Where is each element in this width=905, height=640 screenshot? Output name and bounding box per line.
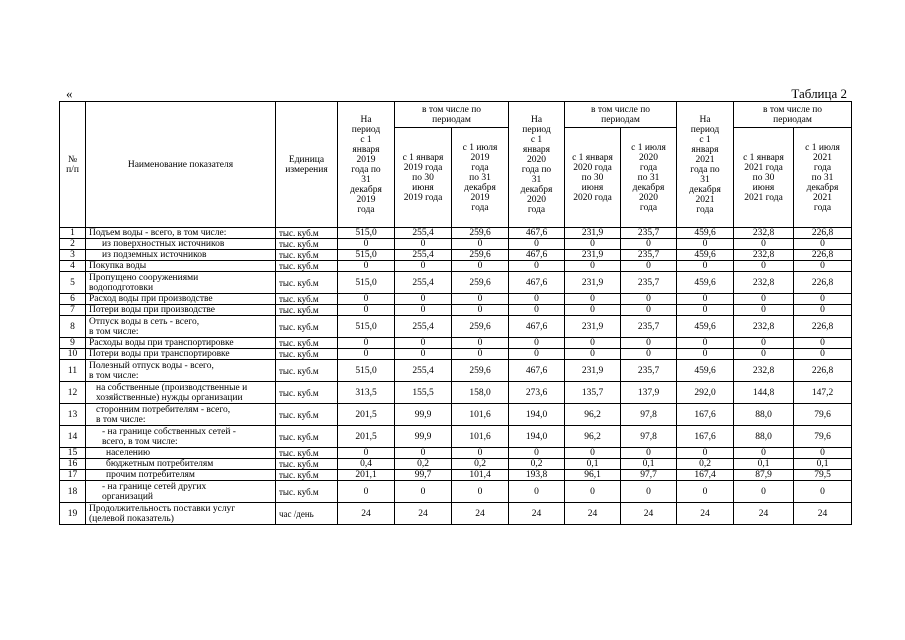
cell-value: 231,9	[565, 272, 621, 294]
cell-value: 226,8	[794, 250, 852, 261]
cell-unit: тыс. куб.м	[276, 470, 338, 481]
cell-unit: тыс. куб.м	[276, 349, 338, 360]
header-period-group: в том числе по периодам	[395, 102, 509, 128]
cell-value: 0	[338, 261, 395, 272]
table-row	[60, 426, 852, 448]
table-row	[60, 294, 852, 305]
cell-value: 79,6	[794, 426, 852, 448]
cell-value: 259,6	[452, 360, 509, 382]
cell-value: 24	[677, 503, 734, 525]
cell-value: 0	[794, 448, 852, 459]
cell-value: 0	[338, 448, 395, 459]
cell-value: 0	[395, 294, 452, 305]
cell-value: 88,0	[734, 426, 794, 448]
cell-value: 101,6	[452, 404, 509, 426]
cell-name: - на границе сетей других организаций	[86, 481, 276, 503]
cell-value: 24	[565, 503, 621, 525]
cell-unit: тыс. куб.м	[276, 305, 338, 316]
cell-value: 0	[509, 481, 565, 503]
cell-value: 0	[677, 349, 734, 360]
cell-value: 0	[677, 448, 734, 459]
table-row	[60, 459, 852, 470]
cell-unit: тыс. куб.м	[276, 448, 338, 459]
cell-value: 459,6	[677, 272, 734, 294]
opening-quote: «	[66, 86, 73, 101]
cell-value: 0	[509, 349, 565, 360]
cell-value: 0	[565, 239, 621, 250]
cell-value: 24	[338, 503, 395, 525]
cell-name: Отпуск воды в сеть - всего, в том числе:	[86, 316, 276, 338]
cell-value: 0	[734, 261, 794, 272]
header-subperiod-2: с 1 июля 2020 года по 31 декабря 2020 года	[621, 128, 677, 228]
cell-name: населению	[86, 448, 276, 459]
cell-unit: тыс. куб.м	[276, 481, 338, 503]
cell-value: 459,6	[677, 316, 734, 338]
cell-unit: час /день	[276, 503, 338, 525]
header-unit: Единица измерения	[276, 102, 338, 228]
cell-value: 255,4	[395, 228, 452, 239]
table-row	[60, 481, 852, 503]
cell-value: 0,2	[395, 459, 452, 470]
table-row	[60, 404, 852, 426]
cell-value: 24	[395, 503, 452, 525]
cell-name: Потери воды при производстве	[86, 305, 276, 316]
cell-value: 167,6	[677, 404, 734, 426]
cell-value: 232,8	[734, 228, 794, 239]
table-row	[60, 470, 852, 481]
cell-value: 0	[677, 481, 734, 503]
cell-num: 2	[60, 239, 86, 250]
cell-unit: тыс. куб.м	[276, 382, 338, 404]
table-row	[60, 239, 852, 250]
cell-value: 259,6	[452, 250, 509, 261]
cell-value: 0	[677, 305, 734, 316]
cell-value: 97,7	[621, 470, 677, 481]
cell-value: 0	[794, 338, 852, 349]
cell-num: 11	[60, 360, 86, 382]
header-name: Наименование показателя	[86, 102, 276, 228]
cell-num: 8	[60, 316, 86, 338]
cell-value: 0,4	[338, 459, 395, 470]
cell-unit: тыс. куб.м	[276, 239, 338, 250]
cell-value: 0	[395, 305, 452, 316]
cell-value: 0	[734, 481, 794, 503]
cell-value: 194,0	[509, 426, 565, 448]
cell-value: 0	[395, 338, 452, 349]
cell-value: 96,1	[565, 470, 621, 481]
cell-value: 0	[395, 239, 452, 250]
table-row	[60, 305, 852, 316]
cell-value: 0	[794, 239, 852, 250]
cell-value: 0	[565, 481, 621, 503]
cell-unit: тыс. куб.м	[276, 294, 338, 305]
cell-value: 0	[677, 294, 734, 305]
cell-value: 0	[452, 239, 509, 250]
cell-name: бюджетным потребителям	[86, 459, 276, 470]
table-row	[60, 261, 852, 272]
cell-value: 101,4	[452, 470, 509, 481]
cell-num: 6	[60, 294, 86, 305]
cell-value: 259,6	[452, 272, 509, 294]
header-subperiod-2: с 1 июля 2021 года по 31 декабря 2021 года	[794, 128, 852, 228]
cell-value: 0	[734, 305, 794, 316]
cell-value: 313,5	[338, 382, 395, 404]
cell-value: 231,9	[565, 250, 621, 261]
cell-value: 259,6	[452, 228, 509, 239]
cell-name: - на границе собственных сетей - всего, в том числе:	[86, 426, 276, 448]
cell-value: 0	[338, 294, 395, 305]
table-row	[60, 316, 852, 338]
cell-num: 9	[60, 338, 86, 349]
cell-value: 0	[338, 239, 395, 250]
cell-name: Подъем воды - всего, в том числе:	[86, 228, 276, 239]
cell-unit: тыс. куб.м	[276, 228, 338, 239]
cell-value: 167,4	[677, 470, 734, 481]
cell-value: 0	[734, 338, 794, 349]
cell-value: 515,0	[338, 272, 395, 294]
cell-value: 97,8	[621, 426, 677, 448]
cell-value: 97,8	[621, 404, 677, 426]
cell-num: 13	[60, 404, 86, 426]
cell-value: 226,8	[794, 228, 852, 239]
table-row	[60, 338, 852, 349]
cell-value: 515,0	[338, 316, 395, 338]
cell-value: 0	[621, 338, 677, 349]
cell-name: прочим потребителям	[86, 470, 276, 481]
cell-unit: тыс. куб.м	[276, 426, 338, 448]
cell-value: 0	[395, 349, 452, 360]
cell-num: 3	[60, 250, 86, 261]
table-row	[60, 382, 852, 404]
cell-value: 0	[734, 239, 794, 250]
cell-unit: тыс. куб.м	[276, 459, 338, 470]
cell-value: 0	[509, 338, 565, 349]
cell-num: 15	[60, 448, 86, 459]
cell-name: Расход воды при производстве	[86, 294, 276, 305]
cell-num: 12	[60, 382, 86, 404]
cell-name: Покупка воды	[86, 261, 276, 272]
cell-value: 0	[565, 448, 621, 459]
cell-name: сторонним потребителям - всего, в том числе:	[86, 404, 276, 426]
header-subperiod-1: с 1 января 2021 года по 30 июня 2021 года	[734, 128, 794, 228]
cell-value: 0	[621, 349, 677, 360]
cell-value: 194,0	[509, 404, 565, 426]
cell-value: 292,0	[677, 382, 734, 404]
cell-value: 201,5	[338, 404, 395, 426]
cell-num: 14	[60, 426, 86, 448]
cell-value: 231,9	[565, 316, 621, 338]
cell-value: 24	[794, 503, 852, 525]
cell-value: 147,2	[794, 382, 852, 404]
cell-value: 155,5	[395, 382, 452, 404]
cell-value: 226,8	[794, 360, 852, 382]
table-row	[60, 448, 852, 459]
cell-value: 0	[794, 305, 852, 316]
cell-value: 459,6	[677, 250, 734, 261]
cell-value: 144,8	[734, 382, 794, 404]
cell-value: 0	[565, 349, 621, 360]
cell-value: 515,0	[338, 360, 395, 382]
cell-value: 158,0	[452, 382, 509, 404]
cell-value: 0	[677, 239, 734, 250]
cell-value: 226,8	[794, 316, 852, 338]
cell-value: 137,9	[621, 382, 677, 404]
cell-value: 0	[509, 261, 565, 272]
cell-value: 232,8	[734, 272, 794, 294]
cell-value: 24	[621, 503, 677, 525]
cell-value: 0	[452, 481, 509, 503]
cell-num: 10	[60, 349, 86, 360]
cell-value: 0	[621, 294, 677, 305]
cell-value: 99,7	[395, 470, 452, 481]
header-num: № п/п	[60, 102, 86, 228]
cell-value: 226,8	[794, 272, 852, 294]
cell-value: 467,6	[509, 360, 565, 382]
cell-name: Потери воды при транспортировке	[86, 349, 276, 360]
cell-name: Продолжительность поставки услуг (целевой показатель)	[86, 503, 276, 525]
cell-value: 0,1	[794, 459, 852, 470]
cell-value: 24	[452, 503, 509, 525]
cell-value: 0	[621, 239, 677, 250]
cell-value: 467,6	[509, 250, 565, 261]
header-period-group: в том числе по периодам	[734, 102, 852, 128]
cell-value: 231,9	[565, 360, 621, 382]
cell-value: 201,1	[338, 470, 395, 481]
cell-num: 5	[60, 272, 86, 294]
table-row	[60, 272, 852, 294]
header-period-total: На период с 1 января 2021 года по 31 декабря 2021 года	[677, 102, 734, 228]
cell-value: 88,0	[734, 404, 794, 426]
cell-value: 0	[621, 481, 677, 503]
cell-value: 79,6	[794, 404, 852, 426]
cell-value: 0	[794, 349, 852, 360]
cell-unit: тыс. куб.м	[276, 272, 338, 294]
cell-value: 0	[677, 261, 734, 272]
cell-value: 255,4	[395, 272, 452, 294]
cell-value: 0	[395, 481, 452, 503]
cell-value: 0	[565, 305, 621, 316]
cell-unit: тыс. куб.м	[276, 360, 338, 382]
cell-unit: тыс. куб.м	[276, 316, 338, 338]
cell-value: 167,6	[677, 426, 734, 448]
cell-value: 0	[452, 294, 509, 305]
cell-unit: тыс. куб.м	[276, 338, 338, 349]
cell-value: 0	[338, 338, 395, 349]
cell-value: 0,1	[621, 459, 677, 470]
cell-value: 0,1	[565, 459, 621, 470]
table-row	[60, 228, 852, 239]
cell-name: из подземных источников	[86, 250, 276, 261]
cell-value: 96,2	[565, 426, 621, 448]
table-row	[60, 349, 852, 360]
cell-value: 0	[338, 349, 395, 360]
cell-value: 99,9	[395, 404, 452, 426]
cell-value: 0	[509, 448, 565, 459]
cell-value: 0,2	[452, 459, 509, 470]
cell-value: 235,7	[621, 360, 677, 382]
cell-value: 0	[338, 481, 395, 503]
cell-value: 87,9	[734, 470, 794, 481]
cell-value: 96,2	[565, 404, 621, 426]
cell-value: 0,2	[509, 459, 565, 470]
cell-value: 0	[677, 338, 734, 349]
cell-value: 259,6	[452, 316, 509, 338]
cell-value: 459,6	[677, 228, 734, 239]
cell-num: 19	[60, 503, 86, 525]
cell-num: 1	[60, 228, 86, 239]
cell-name: из поверхностных источников	[86, 239, 276, 250]
cell-value: 0	[621, 448, 677, 459]
table-body	[60, 228, 852, 525]
cell-value: 0	[509, 294, 565, 305]
header-subperiod-1: с 1 января 2019 года по 30 июня 2019 года	[395, 128, 452, 228]
table-caption: Таблица 2	[791, 86, 847, 101]
header-period-group: в том числе по периодам	[565, 102, 677, 128]
cell-value: 0	[509, 239, 565, 250]
cell-value: 0,2	[677, 459, 734, 470]
cell-num: 16	[60, 459, 86, 470]
cell-value: 467,6	[509, 228, 565, 239]
cell-name: Пропущено сооружениями водоподготовки	[86, 272, 276, 294]
cell-value: 459,6	[677, 360, 734, 382]
cell-value: 232,8	[734, 316, 794, 338]
cell-value: 0	[734, 349, 794, 360]
cell-value: 232,8	[734, 360, 794, 382]
table-row	[60, 250, 852, 261]
cell-value: 0	[509, 305, 565, 316]
cell-value: 24	[734, 503, 794, 525]
cell-name: на собственные (производственные и хозяйственные) нужды организации	[86, 382, 276, 404]
cell-value: 0,1	[734, 459, 794, 470]
cell-unit: тыс. куб.м	[276, 404, 338, 426]
cell-value: 0	[565, 294, 621, 305]
cell-unit: тыс. куб.м	[276, 261, 338, 272]
cell-value: 0	[621, 261, 677, 272]
cell-value: 0	[452, 349, 509, 360]
cell-value: 0	[565, 338, 621, 349]
cell-value: 467,6	[509, 272, 565, 294]
cell-num: 4	[60, 261, 86, 272]
cell-value: 273,6	[509, 382, 565, 404]
cell-value: 235,7	[621, 316, 677, 338]
header-subperiod-2: с 1 июля 2019 года по 31 декабря 2019 года	[452, 128, 509, 228]
cell-num: 7	[60, 305, 86, 316]
cell-value: 255,4	[395, 360, 452, 382]
cell-num: 18	[60, 481, 86, 503]
cell-num: 17	[60, 470, 86, 481]
cell-value: 0	[794, 261, 852, 272]
cell-value: 467,6	[509, 316, 565, 338]
cell-value: 0	[452, 261, 509, 272]
cell-value: 231,9	[565, 228, 621, 239]
cell-value: 201,5	[338, 426, 395, 448]
cell-value: 0	[338, 305, 395, 316]
cell-value: 235,7	[621, 250, 677, 261]
cell-value: 255,4	[395, 316, 452, 338]
cell-name: Полезный отпуск воды - всего, в том числе:	[86, 360, 276, 382]
cell-value: 0	[452, 448, 509, 459]
cell-value: 235,7	[621, 228, 677, 239]
cell-value: 255,4	[395, 250, 452, 261]
cell-unit: тыс. куб.м	[276, 250, 338, 261]
cell-value: 232,8	[734, 250, 794, 261]
cell-value: 0	[452, 305, 509, 316]
cell-value: 0	[734, 448, 794, 459]
table-row	[60, 503, 852, 525]
cell-value: 0	[794, 294, 852, 305]
cell-value: 193,8	[509, 470, 565, 481]
cell-value: 24	[509, 503, 565, 525]
indicators-table	[59, 101, 852, 525]
cell-value: 0	[452, 338, 509, 349]
cell-name: Расходы воды при транспортировке	[86, 338, 276, 349]
cell-value: 0	[395, 261, 452, 272]
header-period-total: На период с 1 января 2020 года по 31 декабря 2020 года	[509, 102, 565, 228]
cell-value: 0	[621, 305, 677, 316]
cell-value: 99,9	[395, 426, 452, 448]
cell-value: 515,0	[338, 228, 395, 239]
table-row	[60, 360, 852, 382]
cell-value: 79,5	[794, 470, 852, 481]
cell-value: 0	[734, 294, 794, 305]
cell-value: 515,0	[338, 250, 395, 261]
cell-value: 0	[395, 448, 452, 459]
cell-value: 0	[794, 481, 852, 503]
cell-value: 135,7	[565, 382, 621, 404]
cell-value: 235,7	[621, 272, 677, 294]
header-period-total: На период с 1 января 2019 года по 31 декабря 2019 года	[338, 102, 395, 228]
cell-value: 101,6	[452, 426, 509, 448]
header-subperiod-1: с 1 января 2020 года по 30 июня 2020 года	[565, 128, 621, 228]
cell-value: 0	[565, 261, 621, 272]
